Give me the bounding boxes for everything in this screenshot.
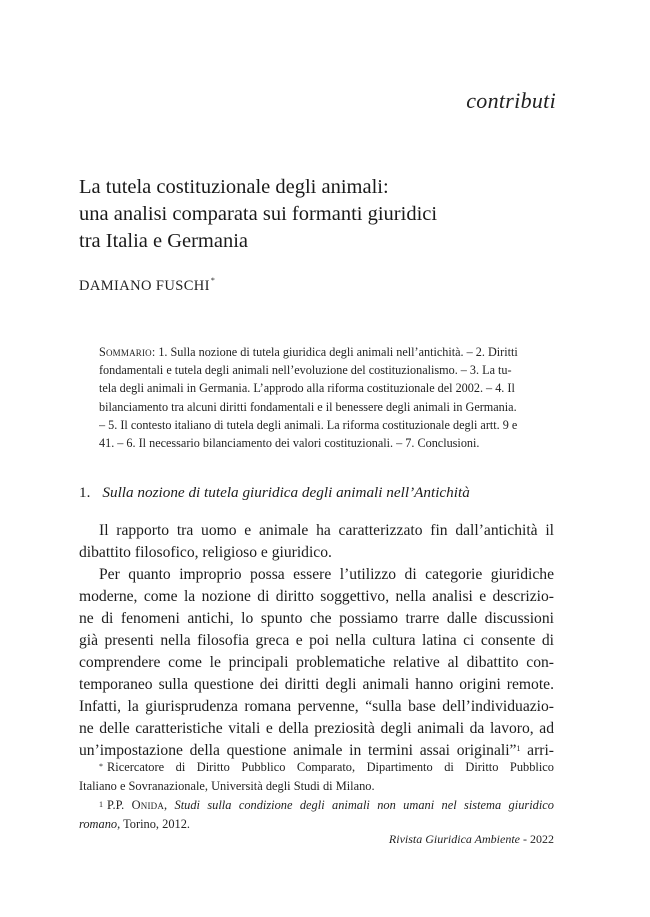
- body-line: un’impostazione della questione animale in termini assai originali”$^1$ arri-: [79, 742, 554, 759]
- author-byline: [79, 278, 215, 295]
- title-line: una analisi comparata sui formanti giuridici: [79, 203, 438, 225]
- body-line: ne di fenomeni antichi, lo spunto che possiamo trarre dalle discussioni: [79, 610, 554, 627]
- footnote-work-title: Studi sulla condizione degli animali non umani nel sistema giuridico: [174, 798, 554, 812]
- footnote-line: * Ricercatore di Diritto Pubblico Comparato, Dipartimento di Diritto Pubblico: [99, 760, 554, 774]
- journal-year: 2022: [530, 832, 554, 846]
- summary-line: fondamentali e tutela degli animali nell’evoluzione del costituzionalismo. – 3. La tu-: [99, 363, 512, 378]
- footnotes: [79, 758, 554, 834]
- footnote-line: $^1$ P.P. Onida, Studi sulla condizione degli animali non umani nel sistema giuridico: [99, 798, 554, 812]
- running-footer: Rivista Giuridica Ambiente - 2022: [388, 832, 554, 846]
- footnote-mark: *: [99, 762, 103, 771]
- body-line: temporaneo sulla questione dei diritti degli animali hanno origini remote.: [79, 676, 554, 693]
- section-tag: contributi: [466, 88, 556, 113]
- body-line: Per quanto improprio possa essere l’utilizzo di categorie giuridiche: [99, 566, 554, 583]
- summary-block: [99, 343, 556, 452]
- section-heading: [79, 484, 470, 502]
- summary-line: 41. – 6. Il necessario bilanciamento dei valori costituzionali. – 7. Conclusioni.: [99, 436, 480, 451]
- footnote-author: Onida: [131, 798, 165, 812]
- footnote-mark: 1: [99, 800, 103, 809]
- body-line: moderne, come la nozione di diritto soggettivo, nella analisi e descrizio-: [79, 588, 554, 605]
- footnote-line: romano, Torino, 2012.: [79, 817, 190, 831]
- summary-label: Sommario: [99, 345, 152, 359]
- author-footnote-mark[interactable]: *: [210, 276, 216, 285]
- body-line: dibattito filosofico, religioso e giuridico.: [79, 544, 332, 561]
- body-line: Il rapporto tra uomo e animale ha caratterizzato fin dall’antichità il: [99, 522, 554, 539]
- body-line: Infatti, la giurisprudenza romana pervenne, “sulla base dell’individuazio-: [79, 698, 554, 715]
- body-line: ne delle caratteristiche vitali e della preziosità degli animali da lavoro, ad: [79, 720, 554, 737]
- body-line: comprendere come le principali problematiche relative al dibattito con-: [79, 654, 554, 671]
- title-line: La tutela costituzionale degli animali:: [79, 176, 389, 198]
- footnote-ref[interactable]: 1: [516, 744, 521, 753]
- summary-line: – 5. Il contesto italiano di tutela degli animali. La riforma costituzionale degli artt. 9 e: [99, 417, 518, 432]
- author-name: DAMIANO FUSCHI: [79, 278, 210, 294]
- body-text: [79, 520, 554, 762]
- summary-line: Sommario: 1. Sulla nozione di tutela giuridica degli animali nell’antichità. – 2. Diritti: [99, 345, 518, 359]
- title-line: tra Italia e Germania: [79, 230, 249, 252]
- article-title: [79, 174, 569, 255]
- journal-name: Rivista Giuridica Ambiente: [388, 832, 520, 846]
- section-heading-text: Sulla nozione di tutela giuridica degli animali nell’Antichità: [102, 484, 470, 501]
- summary-line: bilanciamento tra alcuni diritti fondamentali e il benessere degli animali in Germania.: [99, 399, 517, 414]
- body-line: già presenti nella filosofia greca e poi nella cultura latina ci consente di: [79, 632, 554, 649]
- section-number: 1.: [79, 484, 91, 501]
- summary-line: tela degli animali in Germania. L’approdo alla riforma costituzionale del 2002. – 4. Il: [99, 381, 515, 396]
- footnote-line: Italiano e Sovranazionale, Università degli Studi di Milano.: [79, 779, 375, 793]
